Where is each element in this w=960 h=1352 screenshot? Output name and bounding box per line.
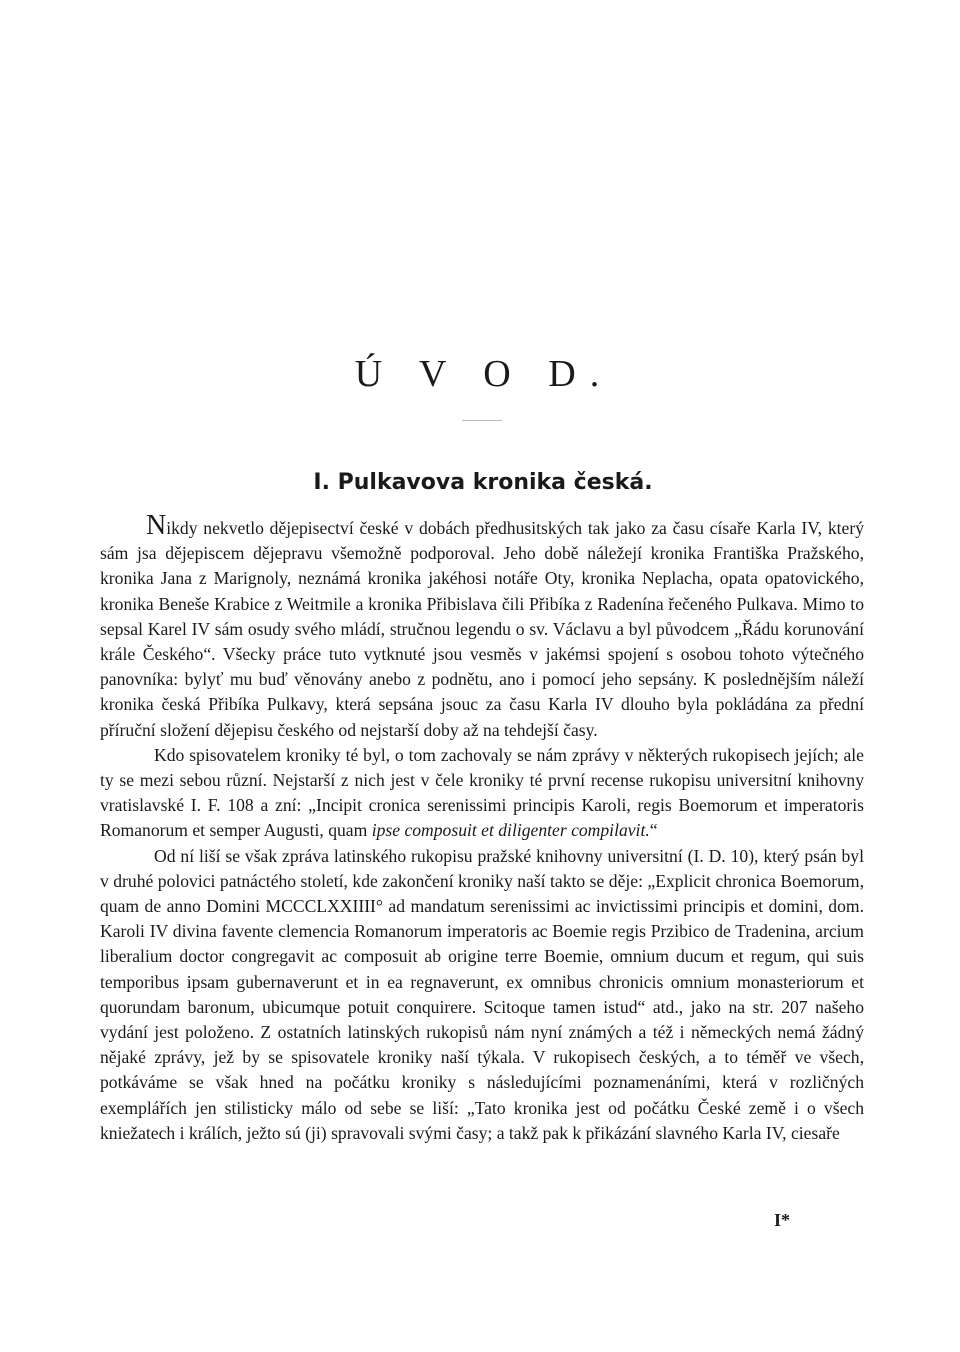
- paragraph-2: [100, 743, 864, 844]
- paragraph-2-text: Kdo spisovatelem kroniky té byl, o tom zachovaly se nám zprávy v některých rukopisech jejích; ale ty se mezi sebou různí. Nejstarší z nich jest v čele kroniky té první recense rukopisu universitní knihovny vratislavské I. F. 108 a zní: „Incipit cronica serenissimi principis Karoli, regis Boemorum et imperatoris Romanorum et semper Augusti, quam: [100, 744, 864, 841]
- paragraph-3-text: Od ní liší se však zpráva latinského rukopisu pražské knihovny universitní (I. D. 10), který psán byl v druhé polovici patnáctého století, kde zakončení kroniky naší takto se děje: „Explicit chronica Boemorum, quam de anno Domini MCCCLXXIIII° ad mandatum serenissimi ac invictissimi principis et domini, dom. Karoli IV divina favente clemencia Romanorum imperatoris ac Boemie regis Przibico de Tradenina, arcium liberalium doctor congregavit ac composuit ab origine terre Boemie, omnium ducum et regum, qui suis temporibus ipsam gubernaverunt et in ea regnaverunt, ex omnibus chronicis omnium monasteriorum et quorundam baronum, ubicumque potuit conquirere. Scitoque tamen istud“ atd., jako na str. 207 našeho vydání jest položeno. Z ostatních latinských rukopisů nám nyní známých a též i německých nemá žádný nějaké zprávy, jež by se spisovatele kroniky naší týkala. V rukopisech českých, a to téměř ve všech, potkáváme se však hned na počátku kroniky s následujícími poznamenáními, která v rozličných exemplářích jen stilisticky málo od sebe se liší: „Tato kronika jest od počátku České země i o všech kniežatech i králích, ježto sú (ji) spravovali svými časy; a takž pak k přikázání slavného Karla IV, ciesaře: [100, 845, 864, 1143]
- paragraph-3: [100, 844, 864, 1146]
- printer-signature-mark: I*: [774, 1210, 791, 1230]
- paragraph-2-italic-quote: ipse composuit et diligenter compilavit.: [371, 820, 650, 841]
- title-divider: [462, 420, 502, 421]
- body-text: [100, 510, 864, 1146]
- section-heading: I. Pulkavova kronika česká.: [313, 470, 653, 495]
- paragraph-initial: N: [146, 510, 167, 541]
- paragraph-1-text: ikdy nekvetlo dějepisectví české v dobách předhusitských tak jako za času císaře Karla IV, který sám jsa dějepiscem dějepravu všemožně podporoval. Jeho době náležejí kronika Františka Pražského, kronika Jana z Marignoly, neznámá kronika jakéhosi notáře Oty, kronika Neplacha, opata opatovického, kronika Beneše Krabice z Weitmile a kronika Přibislava čili Přibíka z Radenína řečeného Pulkava. Mimo to sepsal Karel IV sám osudy svého mládí, stručnou legendu o sv. Václavu a byl původcem „Řádu korunování krále Českého“. Všecky práce tuto vytknuté jsou vesměs v jakémsi spojení s osobou tohoto výtečného panovníka: bylyť mu buď věnovány anebo z podnětu, ano i pomocí jeho sepsány. K poslednějším náleží kronika česká Přibíka Pulkavy, která sepsána jsouc za času Karla IV dlouho byla pokládána za přední příruční složení dějepisu českého od nejstarší doby až na tehdejší časy.: [100, 518, 864, 740]
- paragraph-1: [100, 510, 864, 743]
- paragraph-2-closing-quote: “: [649, 820, 658, 841]
- page-title: Ú V O D.: [354, 353, 614, 395]
